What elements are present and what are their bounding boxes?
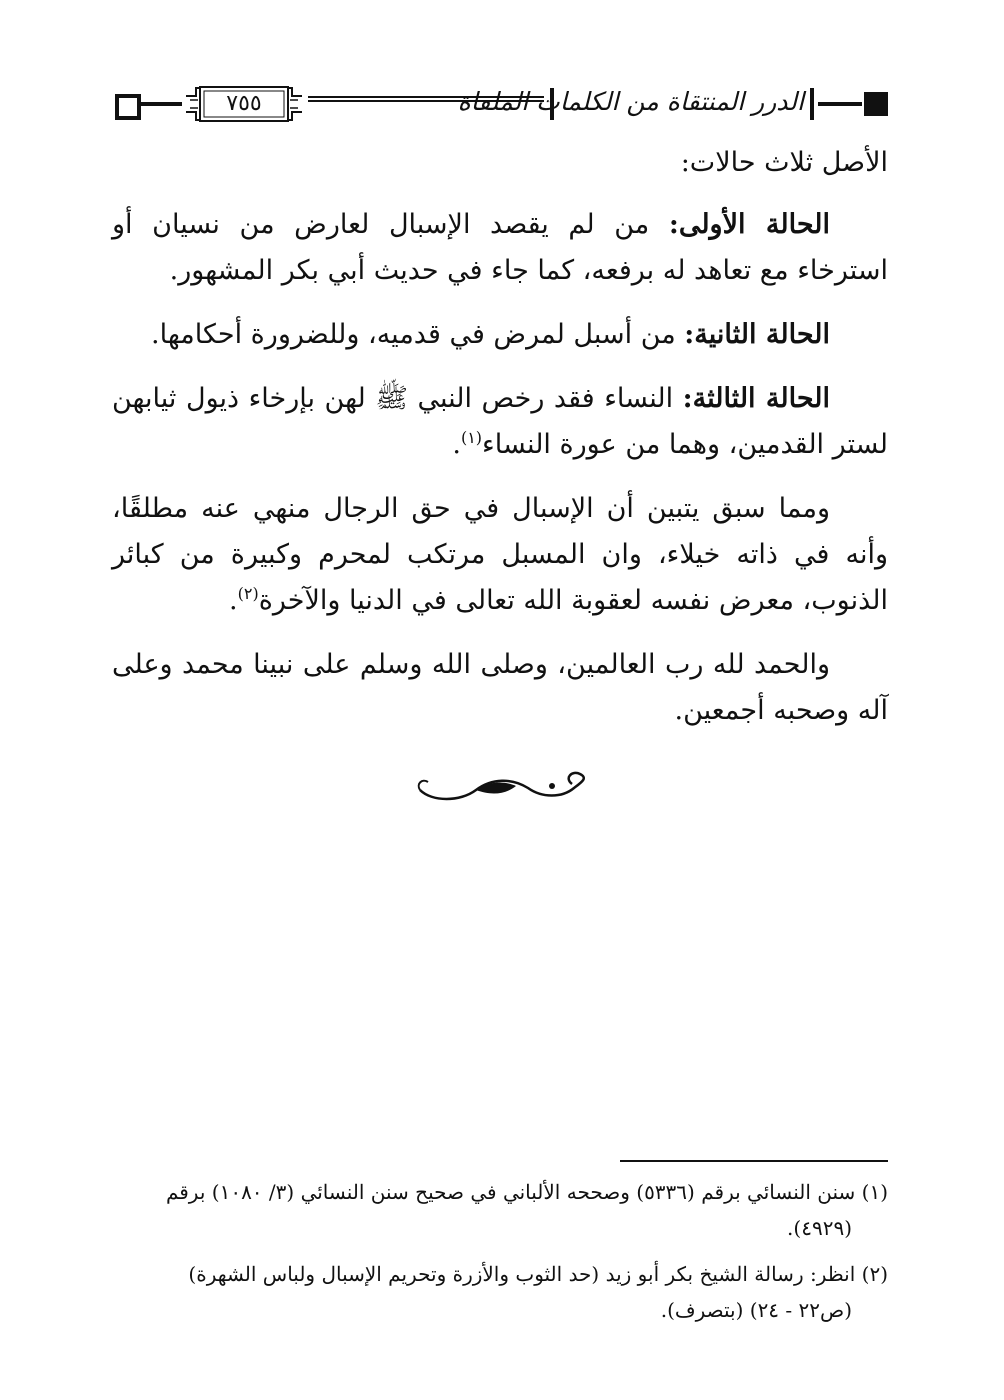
footnote-ref-1[interactable]: (١)	[460, 428, 483, 447]
header-rule-right	[818, 102, 862, 106]
header-square-ornament-right	[864, 92, 888, 116]
header-rule-left	[140, 102, 182, 106]
footnote-1-marker: (١)	[861, 1180, 888, 1204]
conclusion-end: .	[229, 585, 238, 616]
case-two-text: من أسبل لمرض في قدميه، وللضرورة أحكامها.	[151, 319, 685, 350]
conclusion-text: ومما سبق يتبين أن الإسبال في حق الرجال منهي عنه مطلقًا، وأنه في ذاته خيلاء، وان المسبل مرتكب لمحرم وكبيرة من كبائر الذنوب، معرض نفسه لعقوبة الله تعالى في الدنيا والآخرة	[112, 493, 888, 616]
footnote-2	[112, 1256, 888, 1328]
case-one-paragraph	[112, 202, 888, 294]
main-text	[112, 140, 888, 752]
footnote-ref-2[interactable]: (٢)	[237, 584, 259, 603]
section-end-ornament	[412, 768, 592, 808]
footnote-2-marker: (٢)	[861, 1262, 888, 1286]
intro-paragraph: الأصل ثلاث حالات:	[680, 147, 888, 178]
footnote-2-text: انظر: رسالة الشيخ بكر أبو زيد (حد الثوب والأزرة وتحريم الإسبال ولباس الشهرة)	[188, 1262, 862, 1286]
case-three-paragraph	[112, 376, 888, 468]
closing-paragraph: والحمد لله رب العالمين، وصلى الله وسلم على نبينا محمد وعلى آله وصحبه أجمعين.	[112, 649, 888, 726]
case-three-text: النساء فقد رخص النبي ﷺ لهن بإرخاء ذيول ثيابهن لستر القدمين، وهما من عورة النساء	[112, 383, 888, 460]
case-two-label: الحالة الثانية:	[684, 319, 830, 350]
conclusion-paragraph	[112, 486, 888, 624]
case-one-label: الحالة الأولى:	[668, 209, 831, 240]
case-three-end: .	[452, 429, 461, 460]
footnotes	[112, 1174, 888, 1338]
page-number-frame	[184, 84, 304, 124]
footnote-2-continuation: (ص٢٢ - ٢٤) (بتصرف).	[660, 1298, 852, 1322]
footnote-separator	[620, 1160, 888, 1162]
header-bar-right	[810, 88, 814, 120]
case-three-label: الحالة الثالثة:	[682, 383, 831, 414]
case-one-text: من لم يقصد الإسبال لعارض من نسيان أو استرخاء مع تعاهد له برفعه، كما جاء في حديث أبي بكر المشهور.	[112, 209, 888, 286]
header-square-ornament-left	[115, 94, 141, 120]
footnote-1	[112, 1174, 888, 1246]
running-header	[112, 78, 892, 130]
footnote-1-text: سنن النسائي برقم (٥٣٣٦) وصححه الألباني في صحيح سنن النسائي (٣/ ١٠٨٠) برقم	[165, 1180, 862, 1204]
case-two-paragraph	[112, 312, 888, 358]
flourish-icon	[412, 768, 592, 808]
book-title: الدرر المنتقاة من الكلمات الملقاة	[457, 87, 804, 116]
footnote-1-continuation: (٤٩٢٩).	[787, 1216, 852, 1240]
page-number: ٧٥٥	[226, 91, 262, 116]
